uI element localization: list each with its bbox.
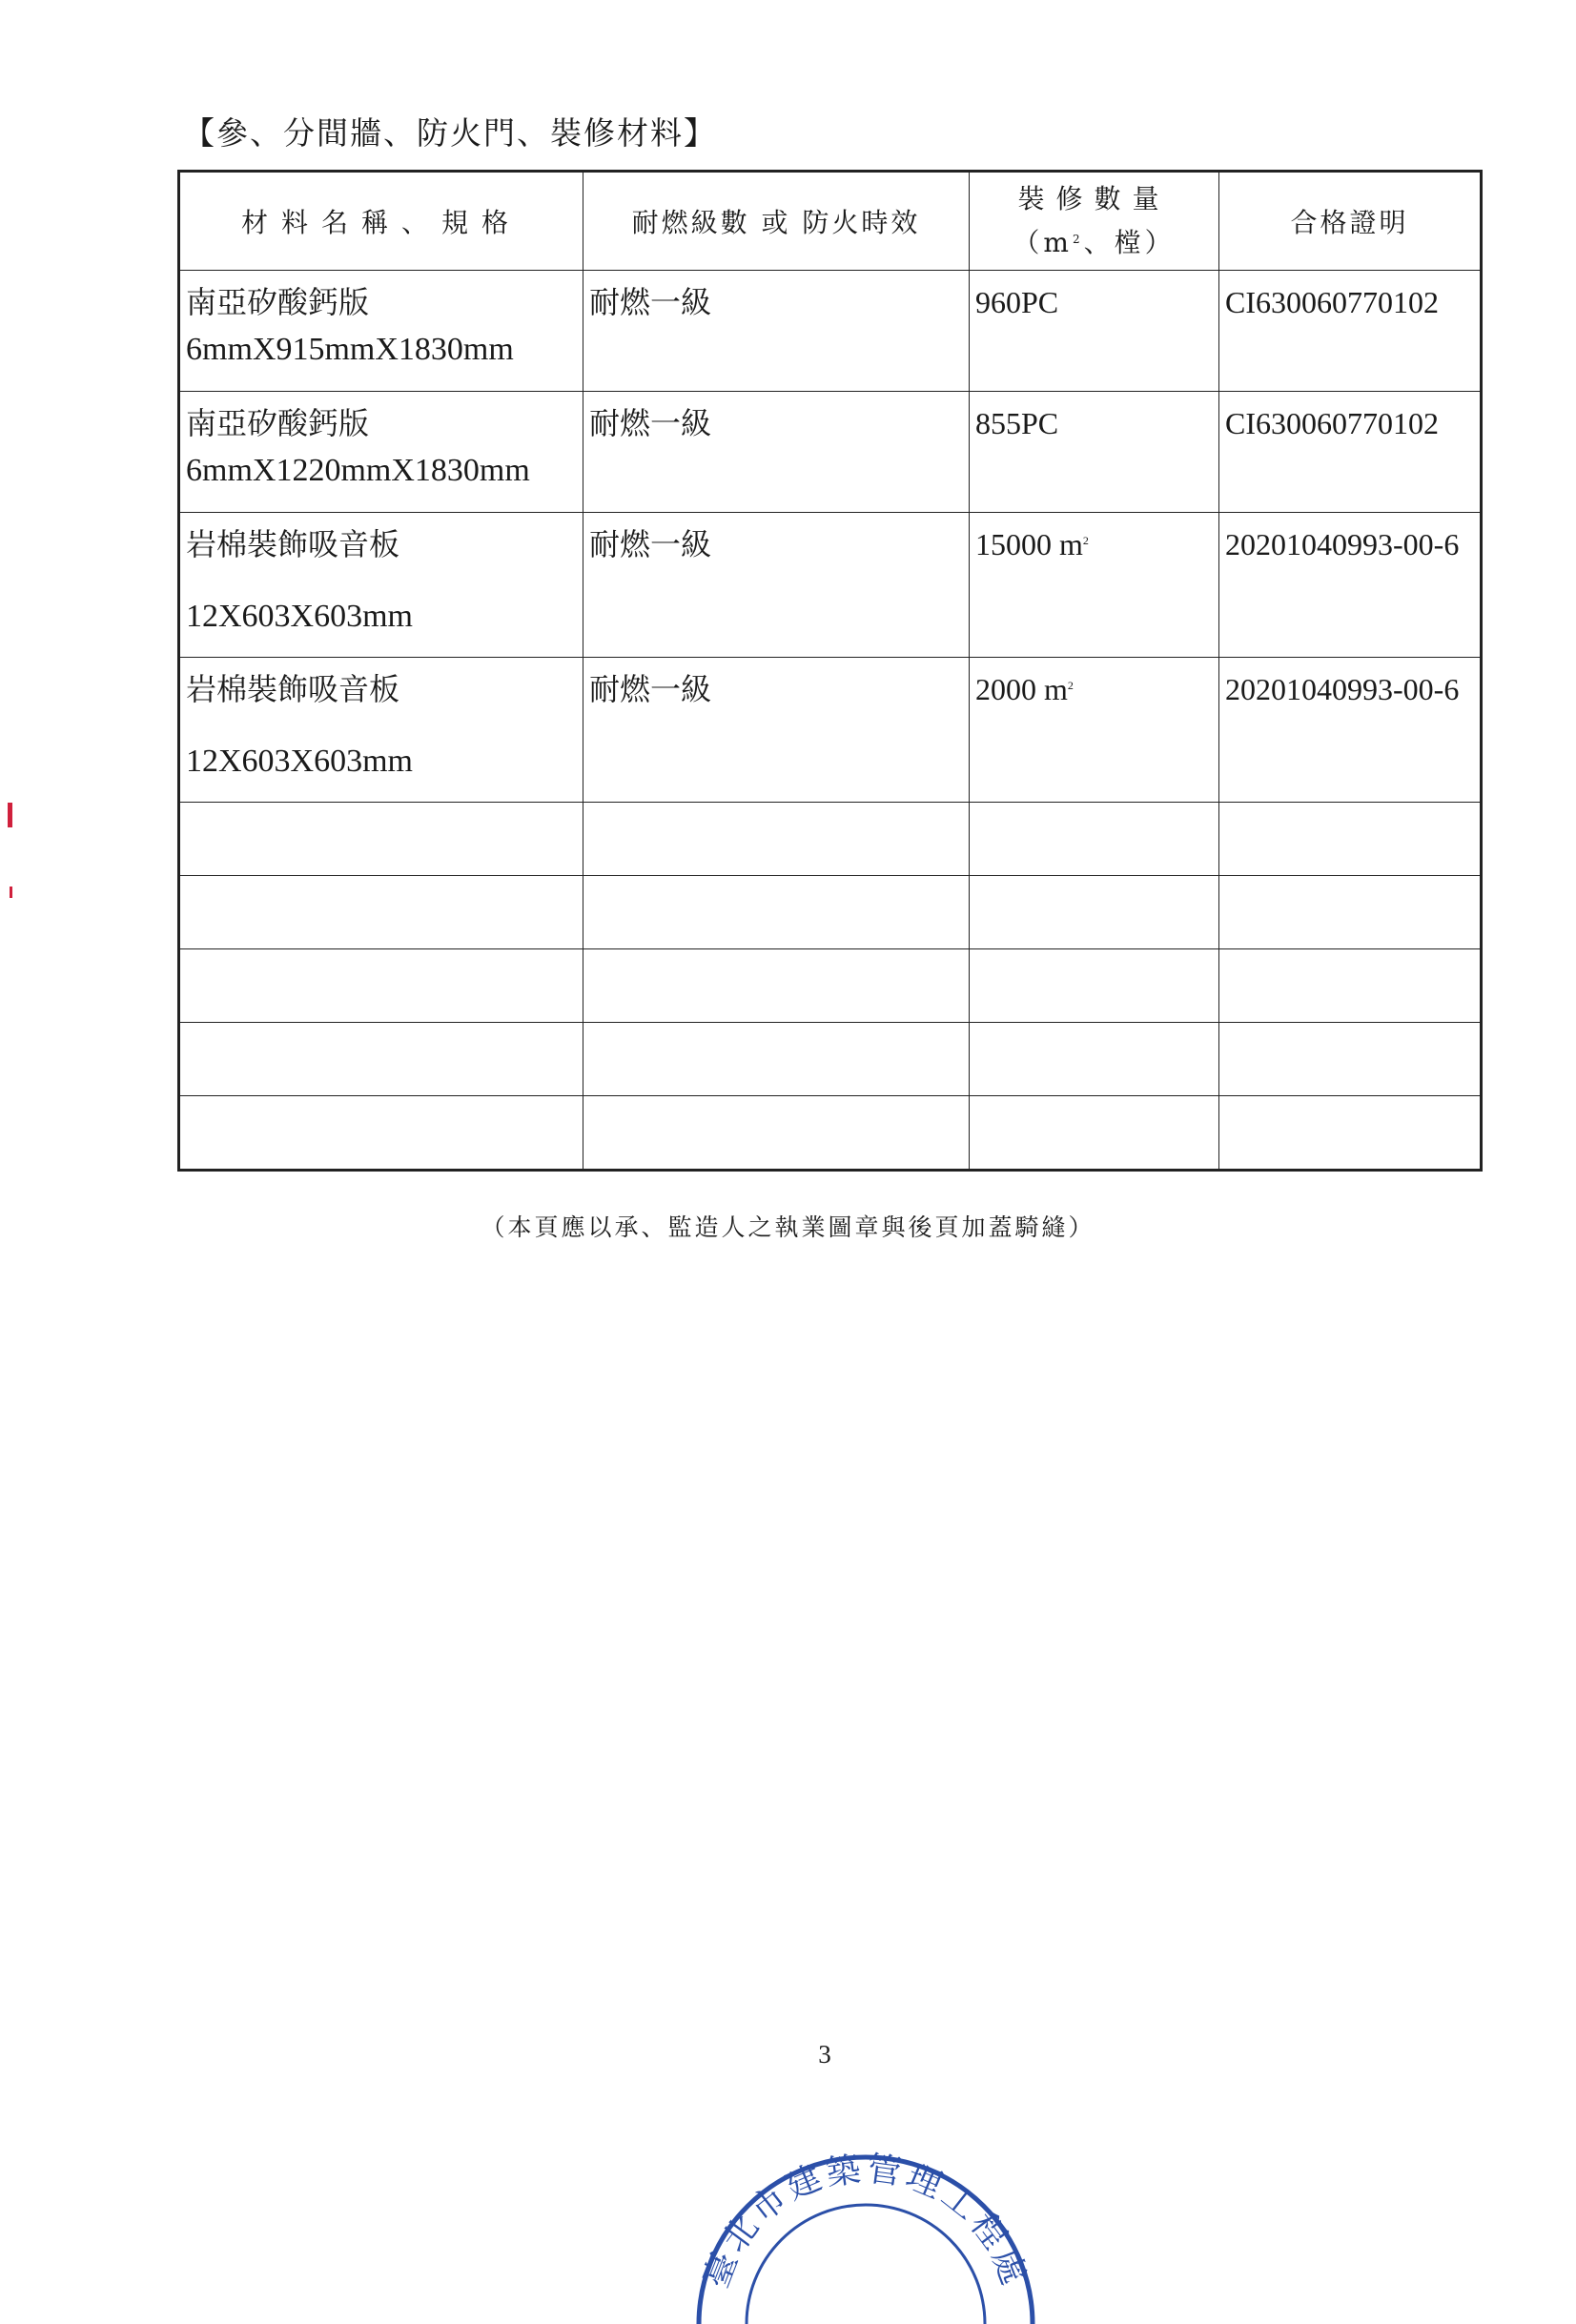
seal-text	[697, 2150, 1034, 2293]
margin-red-mark	[10, 887, 12, 898]
table-header-row	[179, 172, 1482, 271]
table-row	[179, 513, 1482, 658]
empty-cell	[970, 803, 1219, 876]
empty-table-row	[179, 949, 1482, 1023]
header-certificate: 合格證明	[1219, 172, 1482, 271]
cell-fire-rating	[583, 658, 970, 803]
empty-cell	[970, 1023, 1219, 1096]
certificate-number: 20201040993-00-6	[1225, 527, 1460, 561]
empty-cell	[970, 949, 1219, 1023]
cell-name-spec	[179, 513, 583, 658]
empty-cell	[179, 1023, 583, 1096]
header-quantity-label: 裝修數量	[1017, 183, 1171, 214]
certificate-number: CI630060770102	[1225, 406, 1439, 440]
empty-table-row	[179, 803, 1482, 876]
cell-certificate	[1219, 392, 1482, 513]
cell-certificate	[1219, 513, 1482, 658]
quantity-value: 2000 m	[975, 672, 1068, 706]
cell-fire-rating	[583, 271, 970, 392]
certificate-number: CI630060770102	[1225, 285, 1439, 319]
material-spec: 6mmX915mmX1830mm	[186, 332, 514, 367]
cell-fire-rating	[583, 392, 970, 513]
quantity-value: 855PC	[975, 406, 1059, 440]
cell-fire-rating	[583, 513, 970, 658]
cell-name-spec	[179, 392, 583, 513]
header-name-spec: 材料名稱、規格	[179, 172, 583, 271]
table-row	[179, 658, 1482, 803]
cell-quantity	[970, 513, 1219, 658]
empty-cell	[583, 949, 970, 1023]
empty-table-row	[179, 1096, 1482, 1171]
section-title: 【參、分間牆、防火門、裝修材料】	[183, 114, 717, 152]
empty-cell	[1219, 876, 1482, 949]
empty-cell	[1219, 1096, 1482, 1171]
empty-cell	[970, 1096, 1219, 1171]
margin-red-mark	[8, 803, 12, 827]
fire-rating: 耐燃一級	[589, 405, 712, 441]
certificate-number: 20201040993-00-6	[1225, 672, 1460, 706]
quantity-unit-sup: 2	[1082, 534, 1089, 547]
empty-cell	[1219, 1023, 1482, 1096]
table-row	[179, 392, 1482, 513]
fire-rating: 耐燃一級	[589, 671, 712, 707]
cell-quantity	[970, 658, 1219, 803]
header-quantity	[970, 172, 1219, 271]
material-name: 岩棉裝飾吸音板	[186, 671, 400, 707]
fire-rating: 耐燃一級	[589, 526, 712, 562]
cell-certificate	[1219, 658, 1482, 803]
header-quantity-unit-suffix: 、樘）	[1083, 227, 1176, 258]
header-quantity-unit	[1013, 227, 1175, 258]
header-quantity-unit-sup: 2	[1072, 233, 1084, 246]
empty-cell	[583, 1023, 970, 1096]
empty-cell	[179, 1096, 583, 1171]
empty-cell	[583, 803, 970, 876]
empty-cell	[970, 876, 1219, 949]
cell-quantity	[970, 271, 1219, 392]
seal-text-path: 臺北市建築管理工程處	[697, 2149, 1034, 2293]
empty-cell	[179, 949, 583, 1023]
material-spec: 12X603X603mm	[186, 744, 413, 779]
empty-cell	[179, 876, 583, 949]
empty-table-row	[179, 876, 1482, 949]
seal-inner-ring	[747, 2205, 985, 2324]
material-name: 南亞矽酸鈣版	[186, 284, 370, 320]
empty-table-row	[179, 1023, 1482, 1096]
materials-table	[177, 170, 1483, 1172]
quantity-value: 15000 m	[975, 527, 1083, 561]
cell-quantity	[970, 392, 1219, 513]
header-fire-rating: 耐燃級數 或 防火時效	[583, 172, 970, 271]
material-spec: 12X603X603mm	[186, 599, 413, 634]
cell-name-spec	[179, 271, 583, 392]
material-name: 南亞矽酸鈣版	[186, 405, 370, 441]
empty-cell	[1219, 949, 1482, 1023]
cell-certificate	[1219, 271, 1482, 392]
official-seal-stamp	[694, 2133, 1037, 2324]
empty-cell	[583, 1096, 970, 1171]
empty-cell	[179, 803, 583, 876]
quantity-unit-sup: 2	[1067, 679, 1074, 692]
fire-rating: 耐燃一級	[589, 284, 712, 320]
empty-cell	[583, 876, 970, 949]
quantity-value: 960PC	[975, 285, 1059, 319]
cell-name-spec	[179, 658, 583, 803]
material-spec: 6mmX1220mmX1830mm	[186, 453, 530, 488]
material-name: 岩棉裝飾吸音板	[186, 526, 400, 562]
table-row	[179, 271, 1482, 392]
seal-instruction-note: （本頁應以承、監造人之執業圖章與後頁加蓋騎縫）	[481, 1213, 1095, 1241]
empty-cell	[1219, 803, 1482, 876]
page-number: 3	[818, 2040, 831, 2069]
header-quantity-unit-prefix: （m	[1013, 227, 1073, 258]
